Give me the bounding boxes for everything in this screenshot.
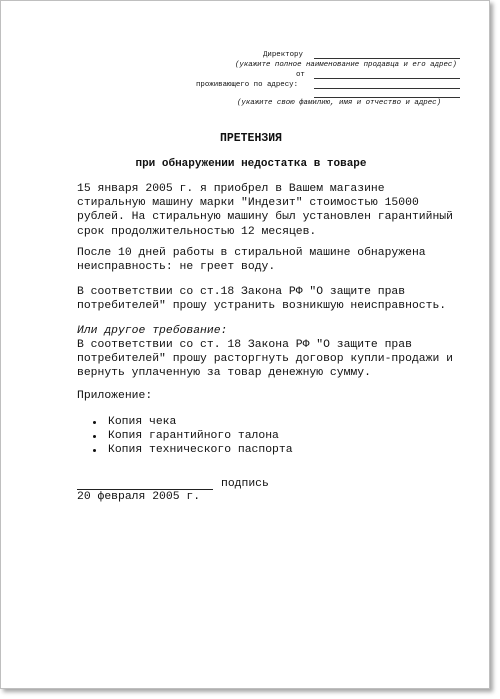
- paragraph-4-line: потребителей" прошу расторгнуть договор купли-продажи и: [77, 353, 453, 366]
- paragraph-3: [77, 285, 487, 313]
- signature-label: подпись: [221, 478, 269, 490]
- signature-date: 20 февраля 2005 г.: [77, 491, 201, 503]
- address-line: [314, 88, 460, 89]
- paragraph-3-line: потребителей" прошу устранить возникшую неисправность.: [77, 300, 447, 313]
- paragraph-4-line: вернуть уплаченную за товар денежную сумму.: [77, 367, 371, 380]
- attachment-item: Копия технического паспорта: [93, 443, 293, 457]
- to-note: (укажите полное наименование продавца и его адрес): [235, 61, 457, 69]
- from-name-line: [314, 78, 460, 79]
- from-note: (укажите свою фамилию, имя и отчество и адрес): [237, 99, 442, 107]
- paragraph-1-line: стиральную машину марки "Индезит" стоимостью 15000: [77, 197, 419, 210]
- paragraph-1-line: рублей. На стиральную машину был установлен гарантийный: [77, 211, 453, 224]
- paragraph-1: [77, 182, 487, 239]
- attachments-list: [93, 415, 293, 458]
- from-label: от: [296, 71, 305, 79]
- document-subtitle: при обнаружении недостатка в товаре: [135, 158, 367, 170]
- attachment-item: Копия гарантийного талона: [93, 429, 293, 443]
- paragraph-2: [77, 246, 487, 274]
- paragraph-2-line: После 10 дней работы в стиральной машине обнаружена: [77, 247, 426, 259]
- header-from-row: [1, 71, 489, 81]
- address-label: проживающего по адресу:: [196, 81, 299, 89]
- to-name-line: [314, 58, 460, 59]
- paragraph-1-line: срок продолжительностью 12 месяцев.: [77, 225, 317, 238]
- address-line-2: [314, 97, 460, 98]
- attachment-item: Копия чека: [93, 415, 293, 429]
- header-address-row: [1, 81, 489, 91]
- paragraph-4: [77, 338, 487, 381]
- alt-requirement-heading: Или другое требование:: [77, 325, 228, 337]
- header-to-row: [1, 51, 489, 61]
- paragraph-3-line: В соответствии со ст.18 Закона РФ "О защите прав: [77, 286, 406, 298]
- paragraph-1-line: 15 января 2005 г. я приобрел в Вашем магазине: [77, 183, 385, 195]
- paragraph-4-line: В соответствии со ст. 18 Закона РФ "О защите прав: [77, 339, 412, 351]
- paragraph-2-line: неисправность: не греет воду.: [77, 261, 276, 274]
- document-title: ПРЕТЕНЗИЯ: [219, 132, 283, 145]
- header-to-note-row: [1, 61, 489, 71]
- to-label: Директору: [263, 51, 303, 59]
- attachments-label: Приложение:: [77, 390, 153, 402]
- header-from-note-row: [1, 99, 489, 109]
